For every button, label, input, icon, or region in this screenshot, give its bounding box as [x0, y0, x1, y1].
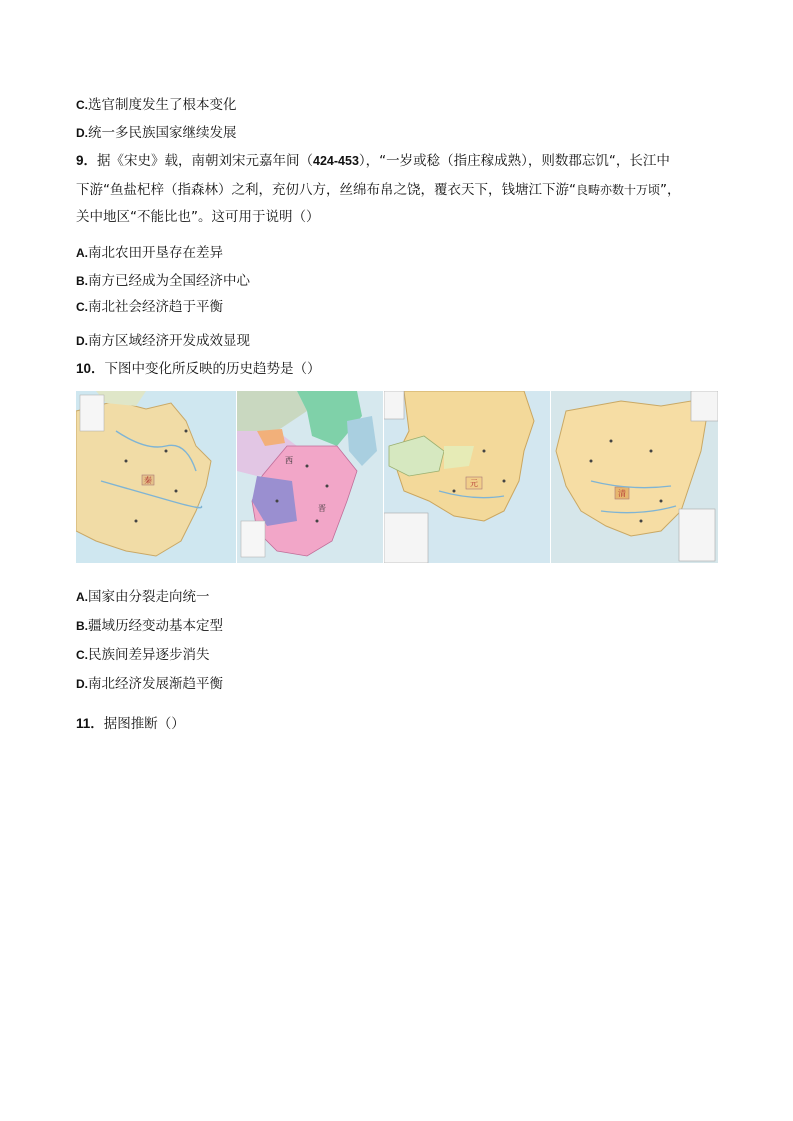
- q8-option-d: D.统一多民族国家继续发展: [76, 125, 237, 141]
- q8-option-c: C.选官制度发生了根本变化: [76, 97, 237, 113]
- map-jin: [237, 391, 383, 563]
- q10-option-b: B.疆域历经变动基本定型: [76, 618, 223, 634]
- q9-option-b: B.南方已经成为全国经济中心: [76, 273, 250, 289]
- map-qing-label: 清: [618, 489, 626, 498]
- q9-stem-line2: 下游“鱼盐杞梓（指森林）之利，充仞八方，丝绵布帛之饶，覆衣天下，钱塘江下游“良畴亦数十万顷”，: [76, 182, 681, 198]
- q10-option-d: D.南北经济发展渐趋平衡: [76, 676, 223, 692]
- q10-option-a: A.国家由分裂走向统一: [76, 589, 210, 605]
- map-qing-graphic: [551, 391, 718, 563]
- map-yuan: [384, 391, 550, 563]
- map-qin: [76, 391, 236, 563]
- q9-option-a: A.南北农田开垦存在差异: [76, 245, 223, 261]
- map-jin-graphic: [237, 391, 383, 563]
- map-qin-label: 秦: [144, 476, 152, 485]
- map-qin-graphic: [76, 391, 236, 563]
- q10-stem: 10．下图中变化所反映的历史趋势是（）: [76, 361, 321, 377]
- map-yuan-label: 元: [470, 479, 478, 488]
- q9-stem-line3: 关中地区“不能比也”。这可用于说明（）: [76, 209, 320, 225]
- q11-stem: 11．据图推断（）: [76, 716, 185, 732]
- q10-option-c: C.民族间差异逐步消失: [76, 647, 210, 663]
- map-qing: [551, 391, 718, 563]
- q9-option-c: C.南北社会经济趋于平衡: [76, 299, 223, 315]
- map-jin-label-b: 晋: [318, 504, 326, 513]
- q9-option-d: D.南方区域经济开发成效显现: [76, 333, 250, 349]
- map-jin-label-a: 西: [285, 456, 293, 465]
- map-yuan-graphic: [384, 391, 550, 563]
- q9-stem-line1: 9．据《宋史》载，南朝刘宋元嘉年间（424-453），“一岁或稔（指庄稼成熟），则数郡忘饥“，长江中: [76, 153, 670, 169]
- q10-map-strip: [76, 391, 718, 563]
